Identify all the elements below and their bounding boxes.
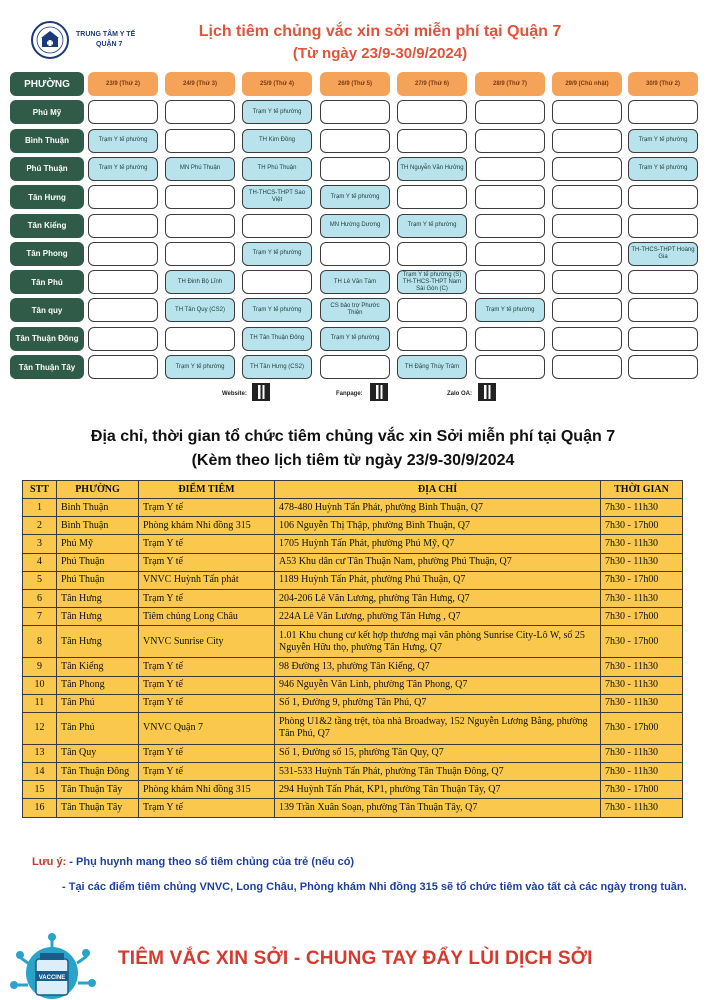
- ward-cell: Tân Kiểng: [57, 658, 139, 676]
- time-cell: 7h30 - 17h00: [601, 712, 683, 744]
- schedule-cell-site: MN Hướng Dương: [320, 214, 390, 238]
- site-cell: Trạm Y tế: [139, 676, 275, 694]
- schedule-cell-site: Trạm Y tế phường: [165, 355, 235, 379]
- ward-cell: Tân Hưng: [57, 626, 139, 658]
- ward-cell: Tân Phú: [57, 712, 139, 744]
- schedule-cell-site: MN Phú Thuận: [165, 157, 235, 181]
- stt-cell: 11: [23, 694, 57, 712]
- address-cell: 294 Huỳnh Tấn Phát, KP1, phường Tân Thuận Tây, Q7: [275, 781, 601, 799]
- address-cell: 531-533 Huỳnh Tấn Phát, phường Tân Thuận Đông, Q7: [275, 763, 601, 781]
- schedule-cell-empty: [320, 100, 390, 124]
- schedule-cell-empty: [320, 242, 390, 266]
- schedule-cell-empty: [552, 214, 622, 238]
- zalo-qr-icon[interactable]: [478, 383, 496, 401]
- schedule-cell-empty: [552, 327, 622, 351]
- schedule-cell-empty: [475, 129, 545, 153]
- site-cell: Trạm Y tế: [139, 658, 275, 676]
- time-cell: 7h30 - 11h30: [601, 694, 683, 712]
- time-cell: 7h30 - 11h30: [601, 744, 683, 762]
- schedule-row-tan-hung: [10, 185, 700, 209]
- schedule-cell-empty: [88, 100, 158, 124]
- site-cell: Trạm Y tế: [139, 553, 275, 571]
- stt-cell: 1: [23, 499, 57, 517]
- address-cell: A53 Khu dân cư Tân Thuận Nam, phường Phú Thuận, Q7: [275, 553, 601, 571]
- schedule-cell-site: Trạm Y tế phường: [242, 100, 312, 124]
- address-section-title: Địa chỉ, thời gian tổ chức tiêm chủng vắc xin Sởi miễn phí tại Quận 7: [90, 428, 616, 445]
- table-row: [23, 626, 683, 658]
- schedule-cell-empty: [320, 355, 390, 379]
- schedule-cell-empty: [628, 298, 698, 322]
- site-cell: Trạm Y tế: [139, 763, 275, 781]
- schedule-cell-empty: [475, 185, 545, 209]
- schedule-cell-empty: [475, 270, 545, 294]
- ward-label: Tân Phong: [10, 242, 84, 266]
- schedule-cell-empty: [475, 157, 545, 181]
- address-cell: 106 Nguyễn Thị Thập, phường Bình Thuận, Q7: [275, 517, 601, 535]
- schedule-cell-empty: [475, 355, 545, 379]
- site-cell: Trạm Y tế: [139, 589, 275, 607]
- schedule-cell-site: Trạm Y tế phường: [475, 298, 545, 322]
- zalo-label: Zalo OA:: [447, 391, 472, 397]
- schedule-cell-site: TH Kim Đồng: [242, 129, 312, 153]
- schedule-row-tan-phu: [10, 270, 700, 294]
- schedule-row-tan-kieng: [10, 214, 700, 238]
- table-row: [23, 499, 683, 517]
- stt-cell: 5: [23, 571, 57, 589]
- schedule-cell-empty: [475, 327, 545, 351]
- schedule-cell-empty: [88, 242, 158, 266]
- schedule-row-tan-quy: [10, 298, 700, 322]
- ward-cell: Phú Thuận: [57, 571, 139, 589]
- ward-column-header: PHƯỜNG: [10, 72, 84, 96]
- site-cell: Phòng khám Nhi đồng 315: [139, 517, 275, 535]
- ward-cell: Bình Thuận: [57, 499, 139, 517]
- time-cell: 7h30 - 11h30: [601, 763, 683, 781]
- schedule-cell-site: TH Tân Thuận Đông: [242, 327, 312, 351]
- schedule-cell-site: TH Nguyễn Văn Hưởng: [397, 157, 467, 181]
- organization-name: [76, 30, 135, 50]
- site-cell: VNVC Sunrise City: [139, 626, 275, 658]
- schedule-cell-empty: [552, 157, 622, 181]
- col-header-time: THỜI GIAN: [601, 481, 683, 499]
- schedule-row-tan-phong: [10, 242, 700, 266]
- site-cell: Trạm Y tế: [139, 799, 275, 817]
- website-label: Website:: [222, 391, 247, 397]
- site-cell: VNVC Huỳnh Tấn phát: [139, 571, 275, 589]
- schedule-cell-site: TH Đặng Thùy Trâm: [397, 355, 467, 379]
- col-header-address: ĐỊA CHỈ: [275, 481, 601, 499]
- schedule-cell-site: Trạm Y tế phường: [88, 157, 158, 181]
- day-header-3: 25/9 (Thứ 4): [242, 72, 312, 96]
- schedule-cell-empty: [397, 242, 467, 266]
- ward-cell: Tân Hưng: [57, 589, 139, 607]
- stt-cell: 9: [23, 658, 57, 676]
- table-row: [23, 781, 683, 799]
- schedule-cell-empty: [397, 185, 467, 209]
- schedule-cell-site: CS bảo trợ Phước Thiện: [320, 298, 390, 322]
- schedule-cell-empty: [397, 129, 467, 153]
- address-cell: 224A Lê Văn Lương, phường Tân Hưng , Q7: [275, 608, 601, 626]
- ward-label: Tân quy: [10, 298, 84, 322]
- site-cell: VNVC Quận 7: [139, 712, 275, 744]
- ward-label: Tân Kiểng: [10, 214, 84, 238]
- fanpage-qr-icon[interactable]: [370, 383, 388, 401]
- address-cell: 1189 Huỳnh Tấn Phát, phường Phú Thuận, Q7: [275, 571, 601, 589]
- table-row: [23, 535, 683, 553]
- day-header-6: 28/9 (Thứ 7): [475, 72, 545, 96]
- fanpage-label: Fanpage:: [336, 391, 363, 397]
- schedule-cell-empty: [88, 270, 158, 294]
- address-cell: 98 Đường 13, phường Tân Kiểng, Q7: [275, 658, 601, 676]
- schedule-cell-site: Trạm Y tế phường: [320, 185, 390, 209]
- stt-cell: 7: [23, 608, 57, 626]
- stt-cell: 6: [23, 589, 57, 607]
- time-cell: 7h30 - 17h00: [601, 571, 683, 589]
- table-row: [23, 658, 683, 676]
- schedule-cell-empty: [88, 185, 158, 209]
- ward-cell: Tân Thuận Tây: [57, 799, 139, 817]
- site-cell: Trạm Y tế: [139, 694, 275, 712]
- schedule-cell-empty: [552, 298, 622, 322]
- table-row: [23, 571, 683, 589]
- table-row: [23, 744, 683, 762]
- address-cell: 204-206 Lê Văn Lương, phường Tân Hưng, Q7: [275, 589, 601, 607]
- campaign-slogan: TIÊM VẮC XIN SỞI - CHUNG TAY ĐẨY LÙI DỊCH SỞI: [118, 948, 593, 969]
- schedule-cell-empty: [165, 242, 235, 266]
- schedule-row-binh-thuan: [10, 129, 700, 153]
- schedule-cell-empty: [165, 185, 235, 209]
- stt-cell: 4: [23, 553, 57, 571]
- address-cell: Số 1, Đường số 15, phường Tân Quy, Q7: [275, 744, 601, 762]
- schedule-date-range: (Từ ngày 23/9-30/9/2024): [292, 45, 468, 62]
- ward-label: Bình Thuận: [10, 129, 84, 153]
- day-header-7: 29/9 (Chủ nhật): [552, 72, 622, 96]
- schedule-cell-site: Trạm Y tế phường: [242, 298, 312, 322]
- schedule-cell-empty: [242, 270, 312, 294]
- note-1-text: - Phụ huynh mang theo sổ tiêm chủng của trẻ (nếu có): [66, 856, 355, 868]
- schedule-cell-empty: [397, 327, 467, 351]
- ward-cell: Tân Thuận Đông: [57, 763, 139, 781]
- ward-cell: Tân Thuận Tây: [57, 781, 139, 799]
- time-cell: 7h30 - 11h30: [601, 589, 683, 607]
- day-header-4: 26/9 (Thứ 5): [320, 72, 390, 96]
- ward-cell: Tân Hưng: [57, 608, 139, 626]
- schedule-cell-empty: [475, 214, 545, 238]
- col-header-site: ĐIỂM TIÊM: [139, 481, 275, 499]
- schedule-cell-empty: [628, 100, 698, 124]
- address-table-header: [23, 481, 683, 499]
- address-cell: Số 1, Đường 9, phường Tân Phú, Q7: [275, 694, 601, 712]
- table-row: [23, 608, 683, 626]
- schedule-cell-site: TH Tân Quy (CS2): [165, 298, 235, 322]
- stt-cell: 15: [23, 781, 57, 799]
- ward-label: Phú Thuận: [10, 157, 84, 181]
- medical-center-logo-icon: [30, 20, 70, 60]
- time-cell: 7h30 - 11h30: [601, 535, 683, 553]
- qr-code-row: [0, 383, 706, 405]
- schedule-cell-empty: [552, 355, 622, 379]
- schedule-cell-empty: [628, 327, 698, 351]
- org-line-2: QUẬN 7: [96, 41, 123, 48]
- site-cell: Trạm Y tế: [139, 535, 275, 553]
- address-cell: 946 Nguyễn Văn Linh, phường Tân Phong, Q7: [275, 676, 601, 694]
- schedule-cell-site: TH-THCS-THPT Hoàng Gia: [628, 242, 698, 266]
- stt-cell: 13: [23, 744, 57, 762]
- org-line-1: TRUNG TÂM Y TẾ: [76, 31, 136, 38]
- table-row: [23, 517, 683, 535]
- schedule-cell-empty: [88, 214, 158, 238]
- table-row: [23, 553, 683, 571]
- site-cell: Trạm Y tế: [139, 499, 275, 517]
- schedule-cell-empty: [165, 327, 235, 351]
- website-qr-icon[interactable]: [252, 383, 270, 401]
- table-row: [23, 589, 683, 607]
- table-row: [23, 694, 683, 712]
- schedule-cell-empty: [397, 298, 467, 322]
- schedule-cell-site: Trạm Y tế phường (S) TH-THCS-THPT Nam Sài Gòn (C): [397, 270, 467, 294]
- address-cell: 1.01 Khu chung cư kết hợp thương mại văn phòng Sunrise City-Lô W, số 25 Nguyễn Hữu thọ, phường Tân Hưng, Q7: [275, 626, 601, 658]
- schedule-cell-site: Trạm Y tế phường: [397, 214, 467, 238]
- table-row: [23, 799, 683, 817]
- ward-cell: Tân Phong: [57, 676, 139, 694]
- stt-cell: 10: [23, 676, 57, 694]
- stt-cell: 8: [23, 626, 57, 658]
- schedule-cell-empty: [320, 129, 390, 153]
- time-cell: 7h30 - 11h30: [601, 553, 683, 571]
- schedule-cell-site: TH Lê Văn Tám: [320, 270, 390, 294]
- schedule-cell-empty: [242, 214, 312, 238]
- time-cell: 7h30 - 17h00: [601, 608, 683, 626]
- schedule-cell-empty: [552, 100, 622, 124]
- schedule-cell-empty: [165, 100, 235, 124]
- schedule-cell-empty: [320, 157, 390, 181]
- ward-label: Tân Hưng: [10, 185, 84, 209]
- schedule-row-tan-thuan-tay: [10, 355, 700, 379]
- address-cell: 1705 Huỳnh Tấn Phát, phường Phú Mỹ, Q7: [275, 535, 601, 553]
- ward-cell: Phú Thuận: [57, 553, 139, 571]
- schedule-cell-empty: [628, 214, 698, 238]
- schedule-cell-site: Trạm Y tế phường: [320, 327, 390, 351]
- note-label: Lưu ý:: [32, 856, 67, 868]
- table-row: [23, 676, 683, 694]
- schedule-cell-empty: [475, 242, 545, 266]
- col-header-ward: PHƯỜNG: [57, 481, 139, 499]
- address-section-subtitle: (Kèm theo lịch tiêm từ ngày 23/9-30/9/2024: [191, 452, 515, 469]
- stt-cell: 14: [23, 763, 57, 781]
- address-cell: 478-480 Huỳnh Tấn Phát, phường Bình Thuận, Q7: [275, 499, 601, 517]
- site-cell: Trạm Y tế: [139, 744, 275, 762]
- schedule-cell-site: Trạm Y tế phường: [628, 129, 698, 153]
- ward-cell: Tân Quy: [57, 744, 139, 762]
- schedule-cell-empty: [552, 129, 622, 153]
- stt-cell: 2: [23, 517, 57, 535]
- schedule-cell-site: Trạm Y tế phường: [242, 242, 312, 266]
- stt-cell: 12: [23, 712, 57, 744]
- schedule-cell-empty: [552, 242, 622, 266]
- time-cell: 7h30 - 11h30: [601, 499, 683, 517]
- schedule-cell-site: Trạm Y tế phường: [88, 129, 158, 153]
- table-row: [23, 712, 683, 744]
- vaccine-vial-label: VACCINE: [38, 975, 66, 981]
- site-cell: Phòng khám Nhi đồng 315: [139, 781, 275, 799]
- schedule-cell-site: TH-THCS-THPT Sao Việt: [242, 185, 312, 209]
- schedule-cell-site: TH Phú Thuận: [242, 157, 312, 181]
- address-cell: Phòng U1&2 tầng trệt, tòa nhà Broadway, 152 Nguyễn Lương Bằng, phường Tân Phú, Q7: [275, 712, 601, 744]
- ward-cell: Phú Mỹ: [57, 535, 139, 553]
- day-header-5: 27/9 (Thứ 6): [397, 72, 467, 96]
- ward-label: Phú Mỹ: [10, 100, 84, 124]
- schedule-cell-empty: [628, 355, 698, 379]
- day-header-8: 30/9 (Thứ 2): [628, 72, 698, 96]
- schedule-cell-empty: [552, 185, 622, 209]
- schedule-cell-site: Trạm Y tế phường: [628, 157, 698, 181]
- schedule-cell-empty: [397, 100, 467, 124]
- ward-cell: Bình Thuận: [57, 517, 139, 535]
- note-line-1: [32, 856, 354, 868]
- schedule-cell-site: TH Đinh Bộ Lĩnh: [165, 270, 235, 294]
- schedule-cell-empty: [552, 270, 622, 294]
- ward-label: Tân Thuận Đông: [10, 327, 84, 351]
- schedule-title: Lịch tiêm chủng vắc xin sởi miễn phí tại Quận 7: [198, 23, 562, 40]
- ward-cell: Tân Phú: [57, 694, 139, 712]
- schedule-row-tan-thuan-dong: [10, 327, 700, 351]
- time-cell: 7h30 - 11h30: [601, 658, 683, 676]
- ward-label: Tân Phú: [10, 270, 84, 294]
- schedule-cell-empty: [628, 185, 698, 209]
- schedule-row-phu-my: [10, 100, 700, 124]
- day-header-1: 23/9 (Thứ 2): [88, 72, 158, 96]
- schedule-cell-empty: [165, 129, 235, 153]
- schedule-cell-empty: [88, 327, 158, 351]
- time-cell: 7h30 - 17h00: [601, 517, 683, 535]
- note-2-text: - Tại các điểm tiêm chủng VNVC, Long Châu, Phòng khám Nhi đồng 315 sẽ tổ chức tiêm vào tất cả các ngày trong tuần.: [62, 881, 687, 893]
- table-row: [23, 763, 683, 781]
- stt-cell: 16: [23, 799, 57, 817]
- schedule-header-row: [10, 72, 700, 96]
- schedule-cell-empty: [165, 214, 235, 238]
- time-cell: 7h30 - 17h00: [601, 781, 683, 799]
- time-cell: 7h30 - 11h30: [601, 676, 683, 694]
- schedule-cell-empty: [628, 270, 698, 294]
- virus-vaccine-icon: [0, 925, 110, 1000]
- schedule-cell-empty: [88, 298, 158, 322]
- day-header-2: 24/9 (Thứ 3): [165, 72, 235, 96]
- address-cell: 139 Trần Xuân Soạn, phường Tân Thuận Tây, Q7: [275, 799, 601, 817]
- address-table: [22, 480, 683, 818]
- schedule-cell-empty: [88, 355, 158, 379]
- schedule-cell-empty: [475, 100, 545, 124]
- site-cell: Tiêm chủng Long Châu: [139, 608, 275, 626]
- time-cell: 7h30 - 17h00: [601, 626, 683, 658]
- stt-cell: 3: [23, 535, 57, 553]
- ward-label: Tân Thuận Tây: [10, 355, 84, 379]
- schedule-cell-site: TH Tân Hưng (CS2): [242, 355, 312, 379]
- time-cell: 7h30 - 11h30: [601, 799, 683, 817]
- col-header-stt: STT: [23, 481, 57, 499]
- schedule-row-phu-thuan: [10, 157, 700, 181]
